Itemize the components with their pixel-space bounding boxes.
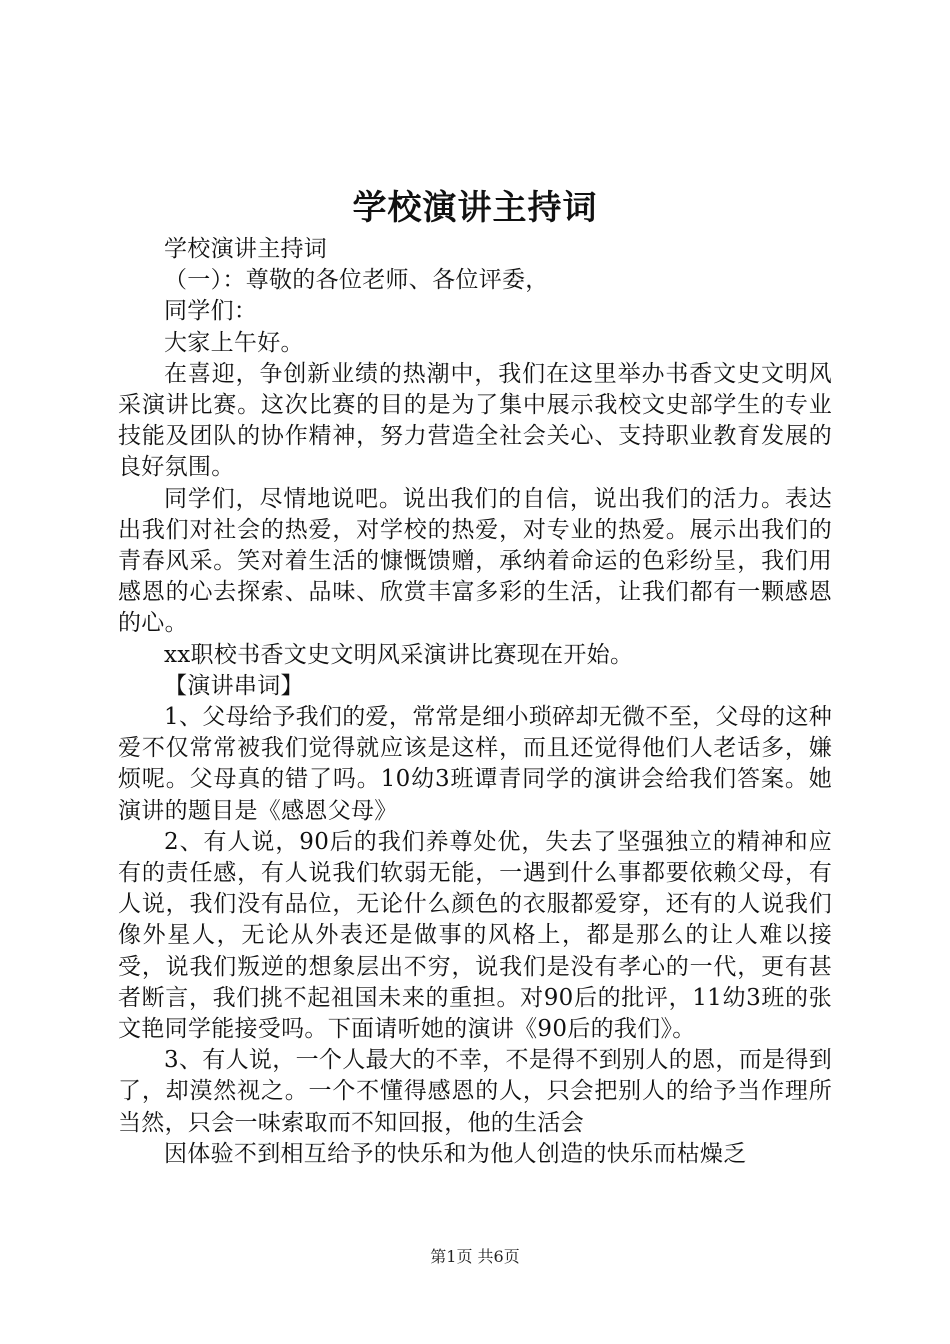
paragraph: 2、有人说，90后的我们养尊处优，失去了坚强独立的精神和应有的责任感，有人说我们软弱无能，一遇到什么事都要依赖父母，有人说，我们没有品位，无论什么颜色的衣服都爱穿，还有的人说我们像外星人，无论从外表还是做事的风格上，都是那么的让人难以接受，说我们叛逆的想象层出不穷，说我们是没有孝心的一代，更有甚者断言，我们挑不起祖国未来的重担。对90后的批评，11幼3班的张文艳同学能接受吗。下面请听她的演讲《90后的我们》。 [118, 828, 832, 1043]
page-number-footer: 第1页 共6页 [430, 1247, 520, 1266]
paragraph: 大家上午好。 [164, 329, 304, 356]
paragraph: 同学们： [164, 298, 258, 325]
paragraph: 学校演讲主持词 [164, 236, 328, 262]
paragraph: （一）：尊敬的各位老师、各位评委， [164, 267, 549, 294]
document-title: 学校演讲主持词 [352, 188, 598, 228]
paragraph: 因体验不到相互给予的快乐和为他人创造的快乐而枯燥乏 [164, 1140, 747, 1167]
document-body [118, 234, 832, 1170]
paragraph: 同学们，尽情地说吧。说出我们的自信，说出我们的活力。表达出我们对社会的热爱，对学校的热爱，对专业的热爱。展示出我们的青春风采。笑对着生活的慷慨馈赠，承纳着命运的色彩纷呈，我们用感恩的心去探索、品味、欣赏丰富多彩的生活，让我们都有一颗感恩的心。 [118, 485, 832, 637]
paragraph: 在喜迎，争创新业绩的热潮中，我们在这里举办书香文史文明风采演讲比赛。这次比赛的目的是为了集中展示我校文史部学生的专业技能及团队的协作精神，努力营造全社会关心、支持职业教育发展的良好氛围。 [118, 360, 832, 481]
paragraph: 1、父母给予我们的爱，常常是细小琐碎却无微不至，父母的这种爱不仅常常被我们觉得就应该是这样，而且还觉得他们人老话多，嫌烦呢。父母真的错了吗。10幼3班谭青同学的演讲会给我们答案。她演讲的题目是《感恩父母》 [118, 704, 832, 824]
paragraph: xx职校书香文史文明风采演讲比赛现在开始。 [164, 641, 634, 668]
paragraph: 3、有人说，一个人最大的不幸，不是得不到别人的恩，而是得到了，却漠然视之。一个不懂得感恩的人，只会把别人的给予当作理所当然，只会一味索取而不知回报，他的生活会 [118, 1047, 832, 1136]
paragraph: 【演讲串词】 [164, 672, 304, 699]
